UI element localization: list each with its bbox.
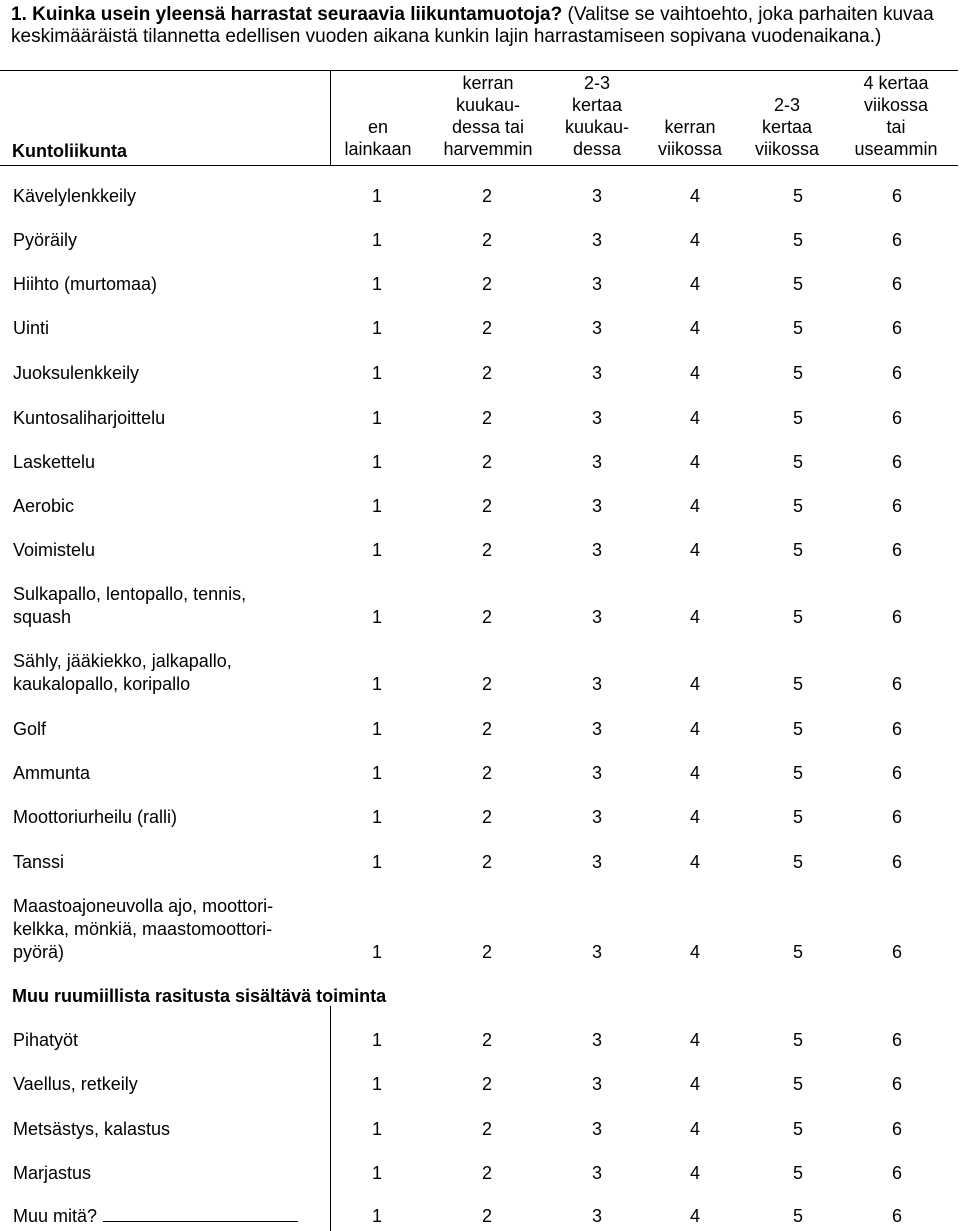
scale-option-4[interactable]: 4: [689, 318, 700, 338]
scale-option-5[interactable]: 5: [792, 1030, 803, 1050]
scale-option-6[interactable]: 6: [891, 1206, 902, 1226]
scale-option-3[interactable]: 3: [591, 1030, 602, 1050]
scale-option-1[interactable]: 1: [371, 230, 382, 250]
scale-option-2[interactable]: 2: [481, 452, 492, 472]
other-label-text: Muu mitä?: [13, 1206, 98, 1226]
scale-option-4[interactable]: 4: [689, 452, 700, 472]
scale-option-4[interactable]: 4: [689, 807, 700, 827]
scale-option-3[interactable]: 3: [591, 1074, 602, 1094]
scale-option-5[interactable]: 5: [792, 408, 803, 428]
scale-option-1[interactable]: 1: [371, 408, 382, 428]
row-label: Laskettelu: [13, 452, 96, 472]
scale-option-1[interactable]: 1: [371, 496, 382, 516]
scale-option-6[interactable]: 6: [891, 763, 902, 783]
scale-option-1[interactable]: 1: [371, 763, 382, 783]
scale-option-4[interactable]: 4: [689, 1074, 700, 1094]
scale-option-4[interactable]: 4: [689, 274, 700, 294]
row-label: Voimistelu: [13, 540, 96, 560]
scale-option-2[interactable]: 2: [481, 807, 492, 827]
scale-option-6[interactable]: 6: [891, 674, 902, 694]
question-title: 1. Kuinka usein yleensä harrastat seuraavia liikuntamuotoja?: [11, 4, 563, 25]
scale-option-6[interactable]: 6: [891, 186, 902, 206]
scale-option-5[interactable]: 5: [792, 1074, 803, 1094]
scale-option-1[interactable]: 1: [371, 674, 382, 694]
row-label: Hiihto (murtomaa): [13, 274, 158, 294]
scale-option-2[interactable]: 2: [481, 1074, 492, 1094]
scale-option-6[interactable]: 6: [891, 1030, 902, 1050]
scale-option-3[interactable]: 3: [591, 452, 602, 472]
question-instructions: (Valitse se vaihtoehto, joka parhaiten kuvaa keskimääräistä tilannetta edellisen vuoden aikana kunkin lajin harrastamiseen sopivana vuodenaikana.): [11, 4, 934, 47]
scale-option-5[interactable]: 5: [792, 540, 803, 560]
row-label: Kuntosaliharjoittelu: [13, 408, 166, 428]
scale-option-4[interactable]: 4: [689, 1030, 700, 1050]
scale-option-3[interactable]: 3: [591, 607, 602, 627]
scale-option-3[interactable]: 3: [591, 230, 602, 250]
row-label: Uinti: [13, 318, 50, 338]
scale-option-3[interactable]: 3: [591, 408, 602, 428]
scale-option-3[interactable]: 3: [591, 674, 602, 694]
scale-option-3[interactable]: 3: [591, 1119, 602, 1139]
scale-option-5[interactable]: 5: [792, 496, 803, 516]
row-label: Sulkapallo, lentopallo, tennis, squash: [13, 584, 247, 627]
row-label: Maastoajoneuvolla ajo, moottori- kelkka, mönkiä, maastomoottori- pyörä): [13, 896, 274, 962]
scale-option-2[interactable]: 2: [481, 763, 492, 783]
scale-option-4[interactable]: 4: [689, 942, 700, 962]
scale-option-6[interactable]: 6: [891, 452, 902, 472]
scale-option-3[interactable]: 3: [591, 540, 602, 560]
scale-option-5[interactable]: 5: [792, 1119, 803, 1139]
scale-option-3[interactable]: 3: [591, 807, 602, 827]
scale-option-1[interactable]: 1: [371, 1163, 382, 1183]
scale-option-2[interactable]: 2: [481, 852, 492, 872]
scale-option-5[interactable]: 5: [792, 719, 803, 739]
scale-option-4[interactable]: 4: [689, 763, 700, 783]
scale-option-5[interactable]: 5: [792, 452, 803, 472]
scale-option-1[interactable]: 1: [371, 607, 382, 627]
scale-option-6[interactable]: 6: [891, 363, 902, 383]
scale-option-6[interactable]: 6: [891, 607, 902, 627]
row-label: Vaellus, retkeily: [13, 1074, 138, 1094]
scale-option-4[interactable]: 4: [689, 852, 700, 872]
scale-option-1[interactable]: 1: [371, 540, 382, 560]
scale-option-5[interactable]: 5: [792, 852, 803, 872]
row-label: Tanssi: [13, 852, 65, 872]
scale-option-1[interactable]: 1: [371, 186, 382, 206]
scale-option-3[interactable]: 3: [591, 763, 602, 783]
scale-option-5[interactable]: 5: [792, 230, 803, 250]
scale-option-4[interactable]: 4: [689, 719, 700, 739]
scale-option-3[interactable]: 3: [591, 942, 602, 962]
section-heading-muu-toiminta: Muu ruumiillista rasitusta sisältävä toiminta: [12, 986, 387, 1006]
scale-option-1[interactable]: 1: [371, 719, 382, 739]
scale-option-5[interactable]: 5: [792, 607, 803, 627]
scale-option-1[interactable]: 1: [371, 1030, 382, 1050]
scale-option-4[interactable]: 4: [689, 540, 700, 560]
scale-option-2[interactable]: 2: [481, 230, 492, 250]
scale-option-2[interactable]: 2: [481, 674, 492, 694]
section-heading-kuntoliikunta: Kuntoliikunta: [12, 141, 127, 161]
scale-option-6[interactable]: 6: [891, 852, 902, 872]
row-label: Sähly, jääkiekko, jalkapallo, kaukalopallo, koripallo: [13, 651, 232, 694]
scale-option-2[interactable]: 2: [481, 1119, 492, 1139]
scale-option-3[interactable]: 3: [591, 719, 602, 739]
row-label: Metsästys, kalastus: [13, 1119, 171, 1139]
scale-option-3[interactable]: 3: [591, 1163, 602, 1183]
scale-option-2[interactable]: 2: [481, 1163, 492, 1183]
scale-option-2[interactable]: 2: [481, 540, 492, 560]
scale-option-5[interactable]: 5: [792, 363, 803, 383]
scale-option-2[interactable]: 2: [481, 1030, 492, 1050]
column-header-4: kerran viikossa: [657, 117, 723, 159]
column-header-2: kerran kuukau- dessa tai harvemmin: [443, 73, 533, 159]
scale-option-6[interactable]: 6: [891, 807, 902, 827]
scale-option-3[interactable]: 3: [591, 496, 602, 516]
scale-option-6[interactable]: 6: [891, 719, 902, 739]
scale-option-4[interactable]: 4: [689, 186, 700, 206]
scale-option-2[interactable]: 2: [481, 496, 492, 516]
scale-option-4[interactable]: 4: [689, 363, 700, 383]
scale-option-3[interactable]: 3: [591, 1206, 602, 1226]
scale-option-4[interactable]: 4: [689, 1119, 700, 1139]
scale-option-6[interactable]: 6: [891, 496, 902, 516]
scale-option-4[interactable]: 4: [689, 674, 700, 694]
scale-option-1[interactable]: 1: [371, 1206, 382, 1226]
scale-option-5[interactable]: 5: [792, 274, 803, 294]
scale-option-5[interactable]: 5: [792, 1163, 803, 1183]
scale-option-5[interactable]: 5: [792, 1206, 803, 1226]
table-row-other: [0, 1200, 960, 1228]
scale-option-5[interactable]: 5: [792, 942, 803, 962]
scale-option-4[interactable]: 4: [689, 1163, 700, 1183]
row-label: Pyöräily: [13, 230, 78, 250]
row-label: Kävelylenkkeily: [13, 186, 137, 206]
column-header-6: 4 kertaa viikossa tai useammin: [854, 73, 938, 159]
scale-option-1[interactable]: 1: [371, 1119, 382, 1139]
scale-option-5[interactable]: 5: [792, 186, 803, 206]
scale-option-6[interactable]: 6: [891, 540, 902, 560]
scale-option-2[interactable]: 2: [481, 318, 492, 338]
scale-option-1[interactable]: 1: [371, 1074, 382, 1094]
scale-option-2[interactable]: 2: [481, 719, 492, 739]
row-label: Juoksulenkkeily: [13, 363, 140, 383]
row-label: Aerobic: [13, 496, 75, 516]
scale-option-4[interactable]: 4: [689, 1206, 700, 1226]
scale-option-2[interactable]: 2: [481, 942, 492, 962]
scale-option-5[interactable]: 5: [792, 318, 803, 338]
scale-option-6[interactable]: 6: [891, 1119, 902, 1139]
scale-option-4[interactable]: 4: [689, 607, 700, 627]
scale-option-1[interactable]: 1: [371, 452, 382, 472]
row-label: Ammunta: [13, 763, 91, 783]
scale-option-5[interactable]: 5: [792, 674, 803, 694]
scale-option-2[interactable]: 2: [481, 1206, 492, 1226]
scale-option-5[interactable]: 5: [792, 807, 803, 827]
column-header-1: en lainkaan: [344, 117, 412, 159]
scale-option-1[interactable]: 1: [371, 318, 382, 338]
scale-option-6[interactable]: 6: [891, 1163, 902, 1183]
scale-option-2[interactable]: 2: [481, 186, 492, 206]
scale-option-6[interactable]: 6: [891, 408, 902, 428]
scale-option-3[interactable]: 3: [591, 274, 602, 294]
row-label: Golf: [13, 719, 47, 739]
scale-option-6[interactable]: 6: [891, 318, 902, 338]
scale-option-3[interactable]: 3: [591, 186, 602, 206]
scale-option-4[interactable]: 4: [689, 408, 700, 428]
scale-option-1[interactable]: 1: [371, 852, 382, 872]
scale-option-4[interactable]: 4: [689, 230, 700, 250]
column-header-5: 2-3 kertaa viikossa: [754, 95, 820, 159]
scale-option-1[interactable]: 1: [371, 807, 382, 827]
other-answer-line[interactable]: [103, 1205, 298, 1222]
scale-option-3[interactable]: 3: [591, 363, 602, 383]
scale-option-5[interactable]: 5: [792, 763, 803, 783]
scale-option-2[interactable]: 2: [481, 607, 492, 627]
scale-option-2[interactable]: 2: [481, 408, 492, 428]
row-label-other: [13, 1205, 298, 1228]
scale-option-4[interactable]: 4: [689, 496, 700, 516]
scale-option-3[interactable]: 3: [591, 852, 602, 872]
row-label: Marjastus: [13, 1163, 92, 1183]
scale-option-3[interactable]: 3: [591, 318, 602, 338]
scale-option-6[interactable]: 6: [891, 942, 902, 962]
scale-option-6[interactable]: 6: [891, 274, 902, 294]
scale-option-6[interactable]: 6: [891, 230, 902, 250]
scale-option-2[interactable]: 2: [481, 363, 492, 383]
scale-option-1[interactable]: 1: [371, 363, 382, 383]
scale-option-1[interactable]: 1: [371, 942, 382, 962]
scale-option-6[interactable]: 6: [891, 1074, 902, 1094]
column-header-3: 2-3 kertaa kuukau- dessa: [564, 73, 630, 159]
row-label: Pihatyöt: [13, 1030, 79, 1050]
scale-option-2[interactable]: 2: [481, 274, 492, 294]
row-label: Moottoriurheilu (ralli): [13, 807, 178, 827]
scale-option-1[interactable]: 1: [371, 274, 382, 294]
